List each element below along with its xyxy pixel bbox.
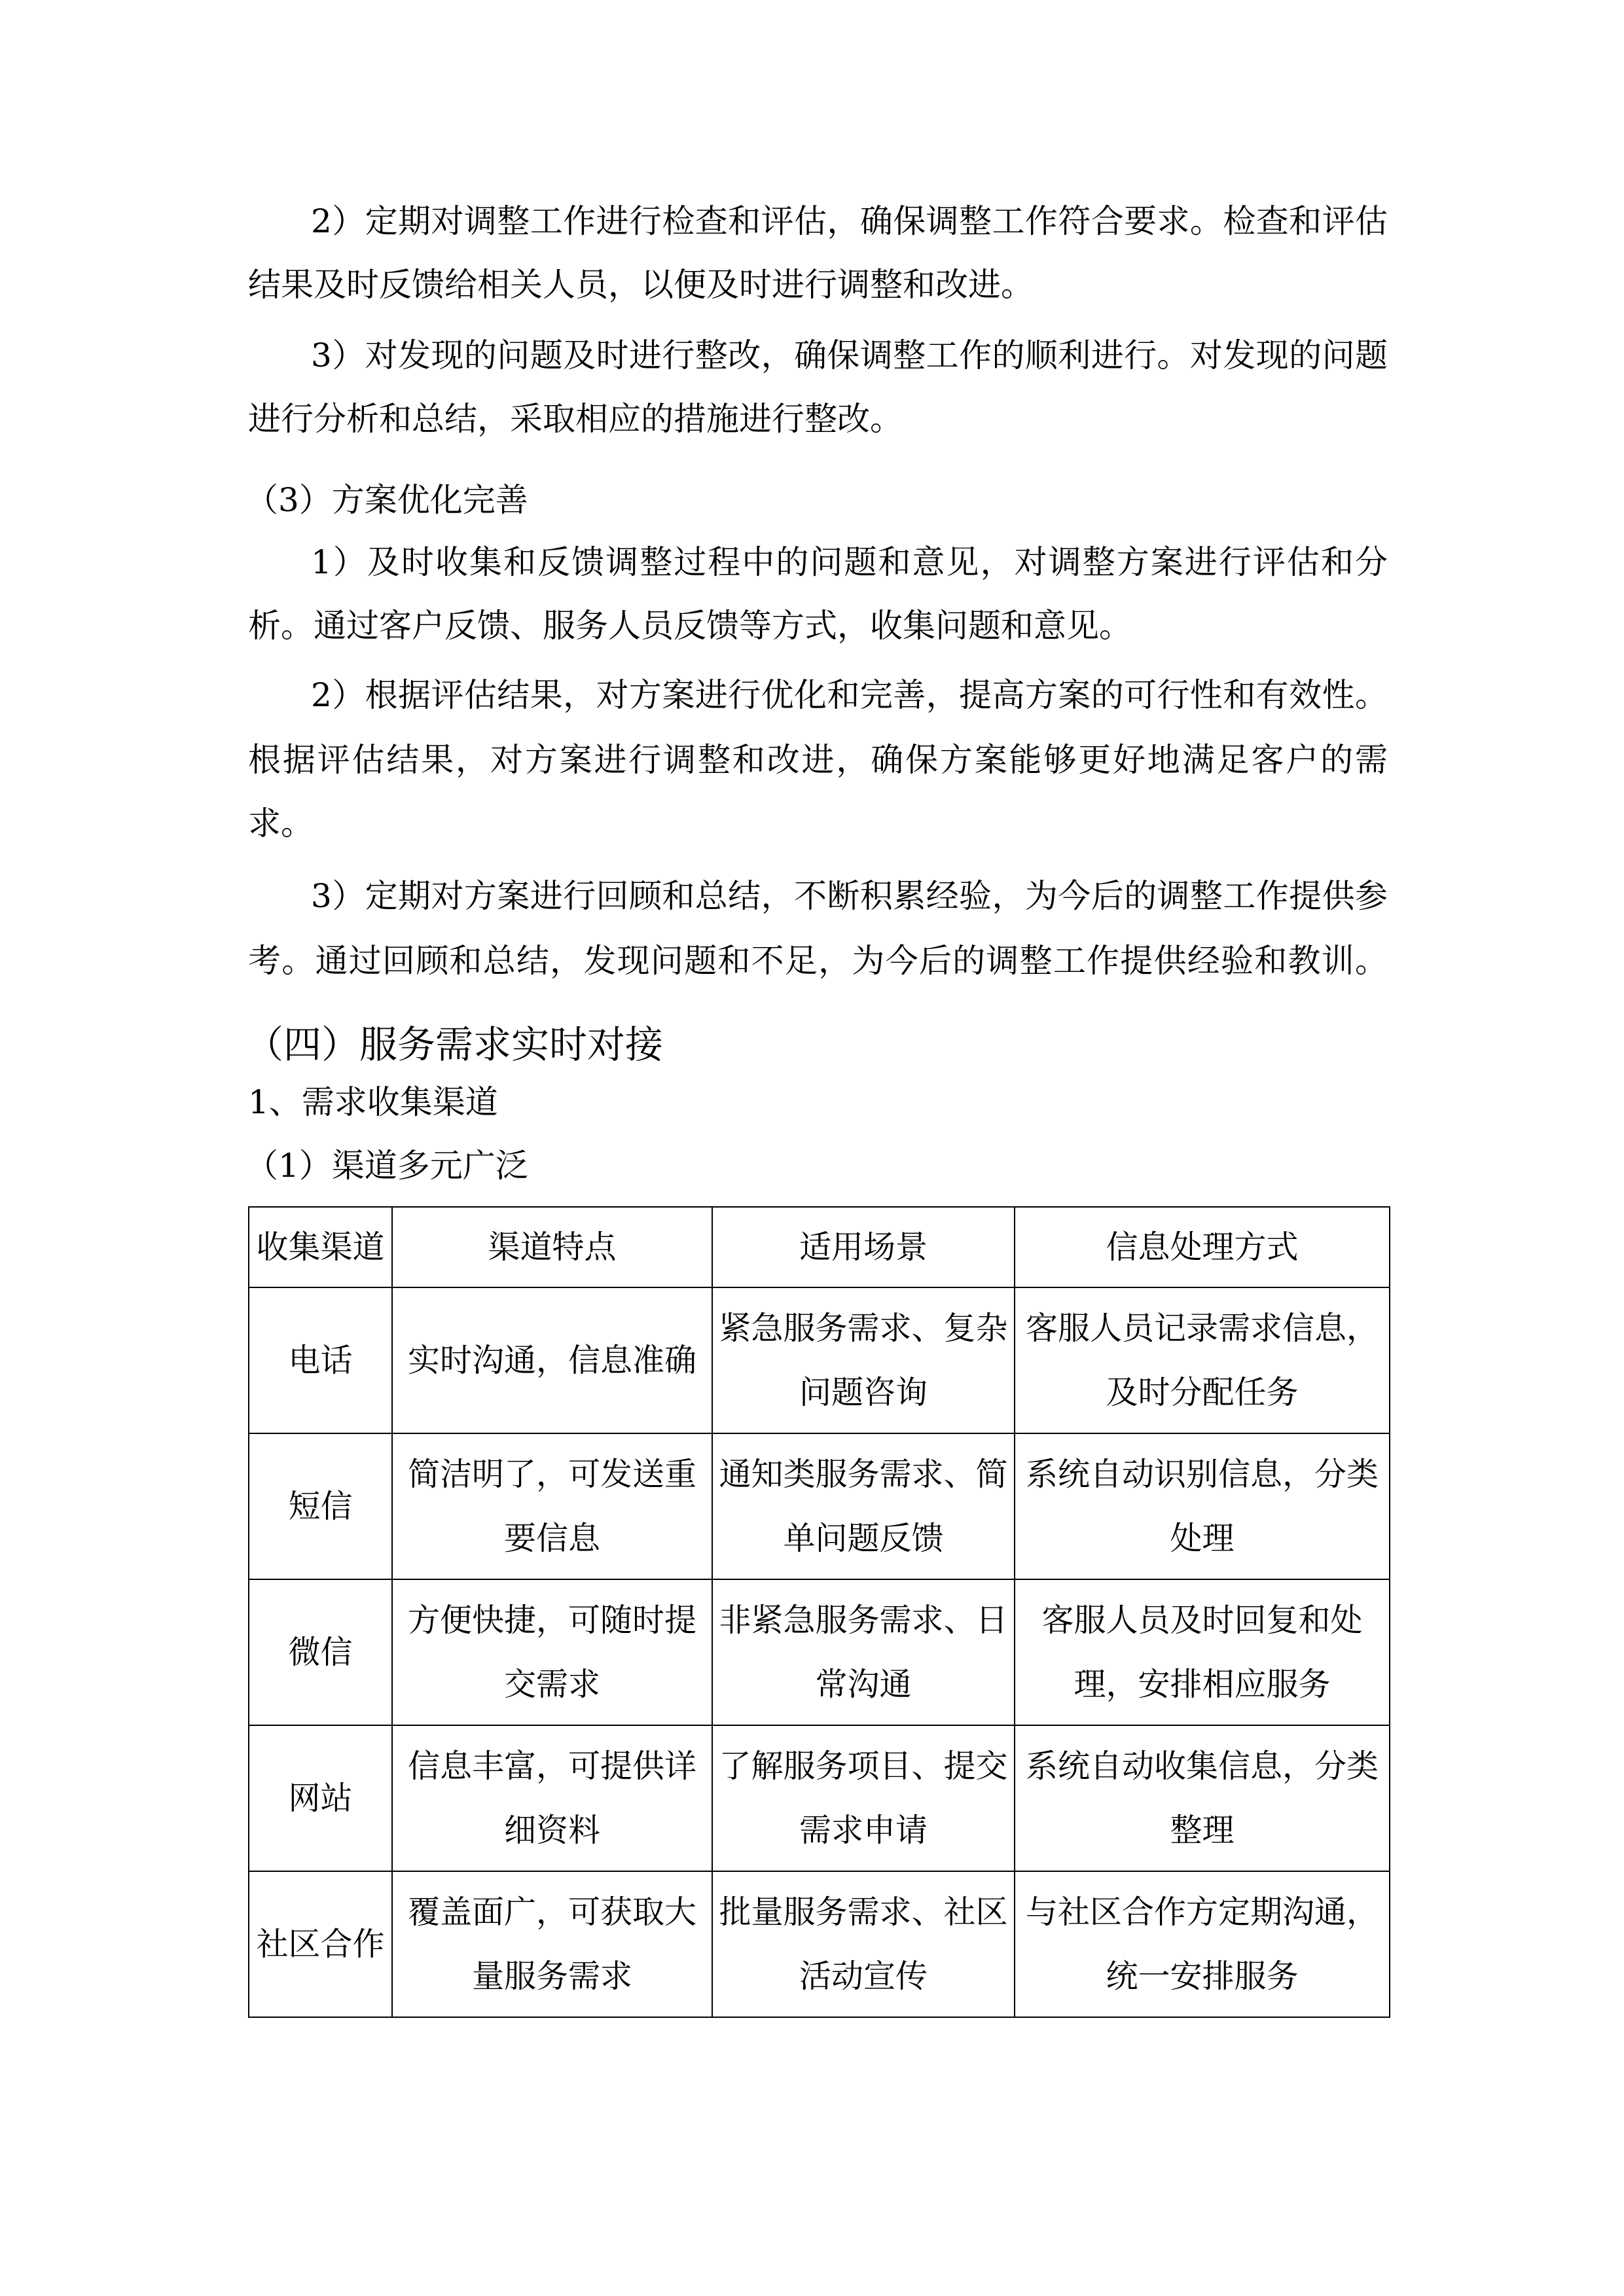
- paragraph-line: 2）定期对调整工作进行检查和评估，确保调整工作符合要求。检查和评估: [311, 202, 1388, 240]
- cell-line: 微信: [288, 1633, 353, 1671]
- cell-line: 客服人员及时回复和处: [1041, 1601, 1363, 1639]
- cell-line: 了解服务项目、提交: [719, 1747, 1008, 1785]
- cell-line: 活动宣传: [799, 1957, 928, 1995]
- paragraph-line: 考。通过回顾和总结，发现问题和不足，为今后的调整工作提供经验和教训。: [248, 942, 1388, 980]
- cell-line: 系统自动收集信息，分类: [1025, 1747, 1379, 1785]
- table-cell: [249, 1725, 392, 1871]
- cell-line: 系统自动识别信息，分类: [1025, 1455, 1379, 1493]
- table-row: [249, 1287, 1390, 1433]
- cell-line: 社区合作: [256, 1925, 385, 1963]
- cell-line: 方便快捷，可随时提: [407, 1601, 696, 1639]
- cell-line: 交需求: [503, 1665, 600, 1703]
- table-cell: [1015, 1579, 1390, 1725]
- cell-line: 常沟通: [815, 1665, 912, 1703]
- cell-line: 非紧急服务需求、日: [719, 1601, 1008, 1639]
- cell-line: 实时沟通，信息准确: [407, 1341, 696, 1379]
- cell-line: 及时分配任务: [1106, 1373, 1299, 1411]
- cell-line: 量服务需求: [471, 1957, 632, 1995]
- cell-line: 客服人员记录需求信息，: [1025, 1309, 1379, 1347]
- table-cell: [1015, 1287, 1390, 1433]
- table-cell: [392, 1579, 712, 1725]
- table-cell: [249, 1433, 392, 1579]
- cell-line: 单问题反馈: [783, 1519, 944, 1557]
- header-cell: 渠道特点: [392, 1207, 712, 1287]
- paragraph-line: 根据评估结果，对方案进行调整和改进，确保方案能够更好地满足客户的需: [248, 741, 1388, 779]
- cell-line: 与社区合作方定期沟通，: [1025, 1893, 1379, 1931]
- subsection-heading: （3）方案优化完善: [245, 481, 528, 519]
- paragraph-line: 3）定期对方案进行回顾和总结，不断积累经验，为今后的调整工作提供参: [311, 877, 1388, 915]
- cell-line: 通知类服务需求、简: [719, 1455, 1008, 1493]
- table-cell: [249, 1871, 392, 2017]
- paragraph-line: 结果及时反馈给相关人员，以便及时进行调整和改进。: [248, 266, 1034, 304]
- cell-line: 理，安排相应服务: [1074, 1665, 1331, 1703]
- cell-line: 要信息: [503, 1519, 600, 1557]
- table-cell: [712, 1433, 1015, 1579]
- header-cell: 信息处理方式: [1015, 1207, 1390, 1287]
- table-cell: [1015, 1725, 1390, 1871]
- header-cell: 收集渠道: [249, 1207, 392, 1287]
- table-cell: [712, 1287, 1015, 1433]
- cell-line: 整理: [1170, 1811, 1235, 1849]
- paragraph-line: 2）根据评估结果，对方案进行优化和完善，提高方案的可行性和有效性。: [311, 676, 1388, 714]
- table-cell: [392, 1287, 712, 1433]
- cell-line: 网站: [288, 1779, 353, 1817]
- cell-line: 信息丰富，可提供详: [407, 1747, 696, 1785]
- cell-line: 短信: [288, 1487, 353, 1525]
- cell-line: 细资料: [503, 1811, 600, 1849]
- cell-line: 紧急服务需求、复杂: [719, 1309, 1008, 1347]
- paragraph-line: 求。: [248, 804, 314, 842]
- cell-line: 电话: [288, 1341, 353, 1379]
- cell-line: 需求申请: [799, 1811, 928, 1849]
- paragraph-line: 1）及时收集和反馈调整过程中的问题和意见，对调整方案进行评估和分: [311, 543, 1388, 581]
- table-cell: [1015, 1871, 1390, 2017]
- table-header-row: [249, 1207, 1390, 1287]
- table-cell: [392, 1725, 712, 1871]
- section-heading: （四）服务需求实时对接: [245, 1022, 664, 1067]
- cell-line: 问题咨询: [799, 1373, 928, 1411]
- table-row: [249, 1579, 1390, 1725]
- table-row: [249, 1433, 1390, 1579]
- cell-line: 批量服务需求、社区: [719, 1893, 1008, 1931]
- paragraph-line: 进行分析和总结，采取相应的措施进行整改。: [248, 400, 903, 438]
- table-cell: [249, 1579, 392, 1725]
- table-cell: [249, 1287, 392, 1433]
- paragraph-line: 析。通过客户反馈、服务人员反馈等方式，收集问题和意见。: [248, 607, 1132, 645]
- table-cell: [712, 1871, 1015, 2017]
- table-cell: [1015, 1433, 1390, 1579]
- header-cell: 适用场景: [712, 1207, 1015, 1287]
- subheading: （1）渠道多元广泛: [245, 1147, 528, 1185]
- table-row: [249, 1871, 1390, 2017]
- table-cell: [712, 1725, 1015, 1871]
- channel-table: [248, 1206, 1390, 2018]
- table-row: [249, 1725, 1390, 1871]
- table-cell: [712, 1579, 1015, 1725]
- table-cell: [392, 1433, 712, 1579]
- paragraph-line: 3）对发现的问题及时进行整改，确保调整工作的顺利进行。对发现的问题: [311, 336, 1388, 374]
- cell-line: 处理: [1170, 1519, 1235, 1557]
- cell-line: 统一安排服务: [1106, 1957, 1299, 1995]
- subheading: 1、需求收集渠道: [248, 1083, 498, 1121]
- cell-line: 覆盖面广，可获取大: [407, 1893, 696, 1931]
- cell-line: 简洁明了，可发送重: [407, 1455, 696, 1493]
- table-cell: [392, 1871, 712, 2017]
